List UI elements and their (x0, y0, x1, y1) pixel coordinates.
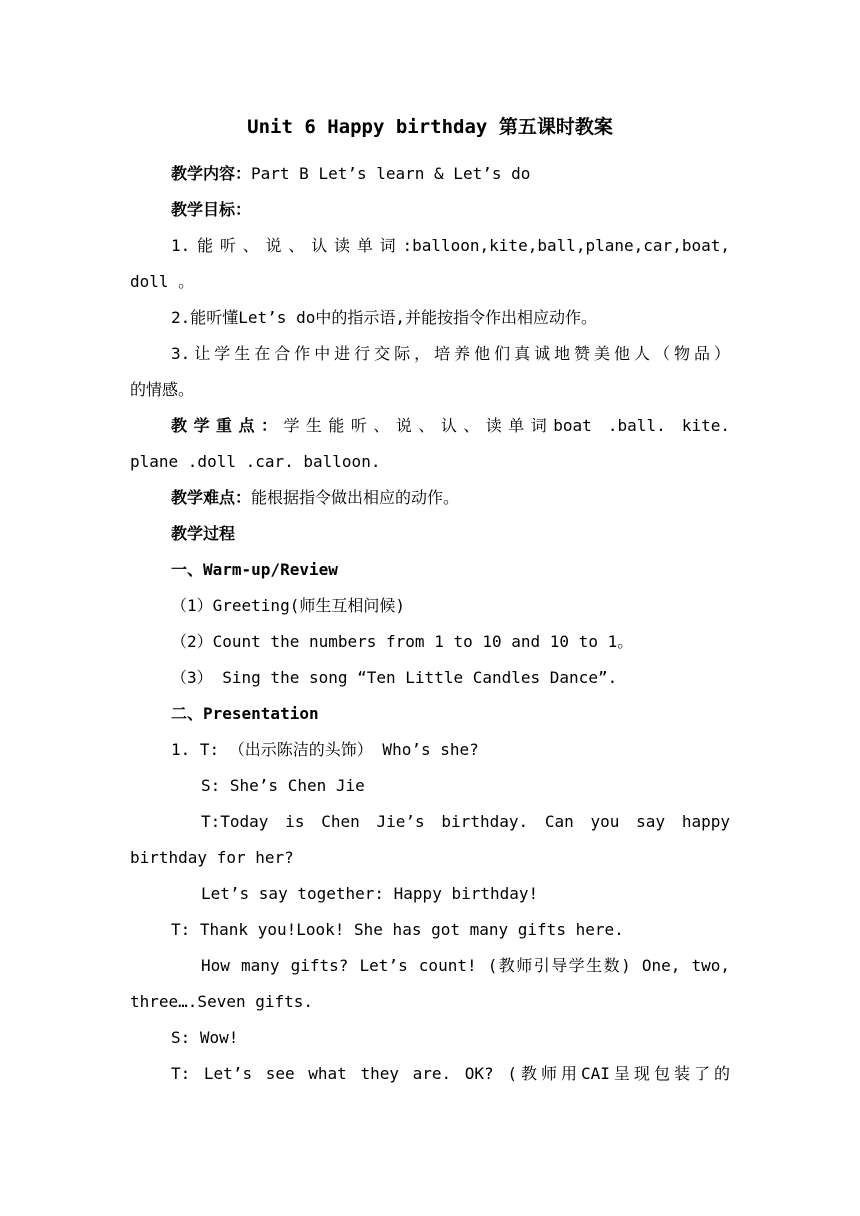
presentation-line-1: 1. T: （出示陈洁的头饰） Who’s she? (171, 740, 479, 759)
presentation-line-5: T: Thank you!Look! She has got many gifts here. (171, 920, 624, 939)
presentation-line-7: S: Wow! (171, 1028, 239, 1047)
section-2-heading: 二、Presentation (171, 704, 319, 723)
difficulties-line (130, 480, 730, 516)
presentation-line-3b: birthday for her? (130, 848, 294, 867)
presentation-line-6a: How many gifts? Let’s count! (教师引导学生数) One, two, (201, 956, 730, 975)
warmup-step-3: （3） Sing the song “Ten Little Candles Dance”. (171, 668, 618, 687)
document-title: Unit 6 Happy birthday 第五课时教案 (247, 116, 613, 138)
warmup-step-1: （1）Greeting(师生互相问候) (171, 596, 405, 615)
presentation-line-3a: T:Today is Chen Jie’s birthday. Can you say happy (201, 812, 730, 831)
presentation-line-2: S: She’s Chen Jie (201, 776, 365, 795)
presentation-line-8: T: Let’s see what they are. OK? (教师用CAI呈现包装了的 (171, 1064, 730, 1083)
presentation-line-6b: three….Seven gifts. (130, 992, 314, 1011)
objective-1-line-a: 1.能听、说、认读单词:balloon,kite,ball,plane,car,boat, (171, 236, 730, 255)
presentation-line-4: Let’s say together: Happy birthday! (201, 884, 539, 903)
key-points-value: 学生能听、说、认、读单词boat .ball. kite. (283, 416, 730, 435)
teaching-content-label: 教学内容： (171, 164, 252, 183)
objective-3-line-b: 的情感。 (130, 380, 195, 399)
teaching-content-line (130, 156, 730, 192)
key-points-line-a (130, 408, 730, 444)
process-heading: 教学过程 (171, 524, 236, 543)
difficulties-value: 能根据指令做出相应的动作。 (251, 488, 460, 507)
objectives-heading: 教学目标： (171, 200, 252, 219)
objective-1-line-b: doll 。 (130, 272, 195, 291)
teaching-content-value: Part B Let’s learn & Let’s do (251, 164, 531, 183)
key-points-line-b: plane .doll .car. balloon. (130, 452, 381, 471)
section-1-heading: 一、Warm-up/Review (171, 560, 338, 579)
key-points-label: 教学重点： (171, 416, 284, 435)
objective-2: 2.能听懂Let’s do中的指示语,并能按指令作出相应动作。 (171, 308, 597, 327)
document-body (130, 156, 730, 1092)
objective-3-line-a: 3.让学生在合作中进行交际，培养他们真诚地赞美他人（物品） (171, 344, 730, 363)
warmup-step-2: （2）Count the numbers from 1 to 10 and 10 to 1。 (171, 632, 634, 651)
difficulties-label: 教学难点： (171, 488, 252, 507)
